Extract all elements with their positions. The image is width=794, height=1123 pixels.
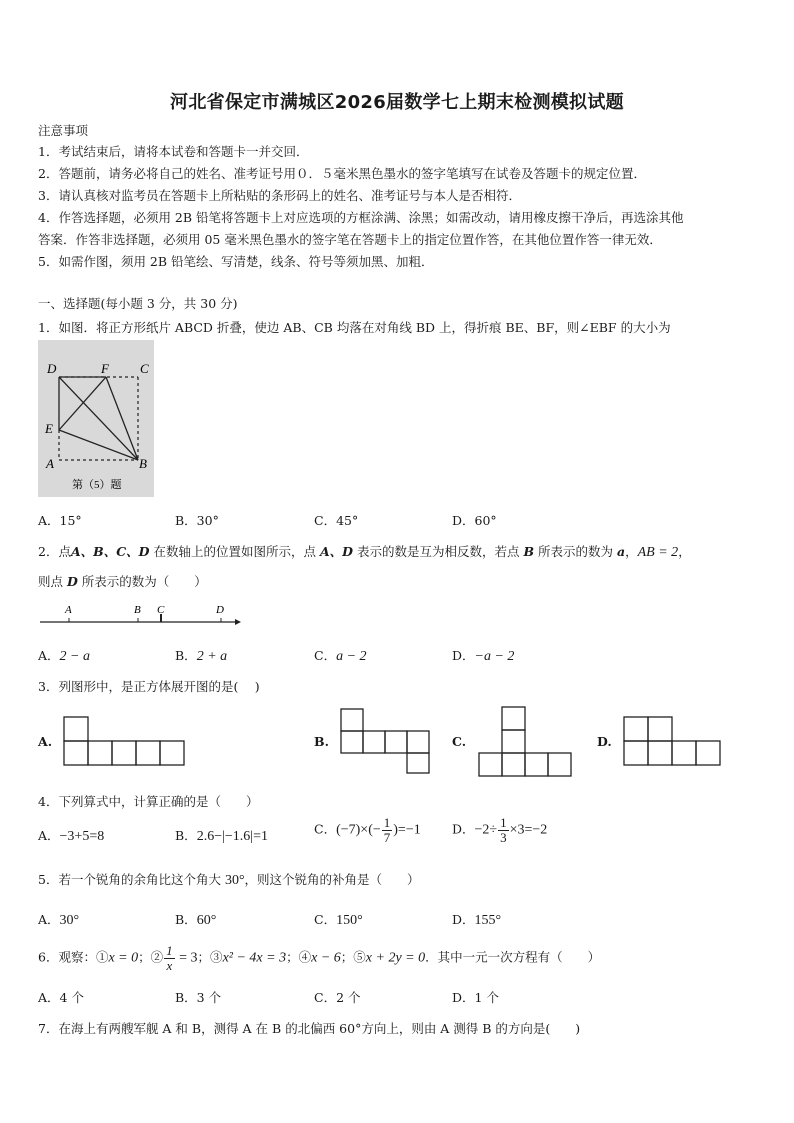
q3-option-c-label: C. <box>452 734 467 749</box>
q5-d-label: D． <box>452 912 475 927</box>
q2-option-b <box>175 646 227 665</box>
q2-option-d <box>452 646 514 665</box>
q3-option-d-label: D. <box>597 734 612 749</box>
q4-d-num: 1 <box>500 815 507 830</box>
q2-points-ad: A、D <box>319 544 354 559</box>
axis-label-b: B <box>134 604 141 616</box>
q4-a-expr: −3+5=8 <box>59 829 105 844</box>
q2-var-a: a <box>617 544 626 559</box>
q5-b-label: B． <box>175 912 197 927</box>
square-fold-diagram <box>38 340 154 497</box>
q6-eq-4: x − 6 <box>311 950 341 966</box>
q2-text-1: 在数轴上的位置如图所示，点 <box>149 544 320 559</box>
q4-d-label: D． <box>452 821 475 837</box>
question-2-line-2 <box>38 572 207 590</box>
q6-sep-1: ；② <box>138 949 164 965</box>
q2-a-expr: 2 − a <box>59 649 90 664</box>
q2-equation: AB = 2 <box>637 545 679 560</box>
q4-c-pre: (−7)×(− <box>336 822 381 838</box>
label-E: E <box>45 421 53 436</box>
q6-sep-4: ；⑤ <box>340 949 366 965</box>
q4-d-fraction <box>498 816 509 844</box>
q1-option-d: D．60° <box>452 513 497 528</box>
axis-label-c: C <box>157 604 165 616</box>
q2-text-2: 表示的数是互为相反数，若点 <box>353 544 524 559</box>
question-4-stem: 4．下列算式中，计算正确的是（ ） <box>38 794 259 809</box>
q2-comma-2: ， <box>678 544 691 559</box>
q4-c-post: )=−1 <box>393 822 421 838</box>
question-3-stem: 3．列图形中，是正方体展开图的是( ) <box>38 679 260 694</box>
q5-c-val: 150° <box>336 913 363 928</box>
label-D: D <box>47 361 57 376</box>
page-title: 河北省保定市满城区2026届数学七上期末检测模拟试题 <box>170 92 624 113</box>
q2-text-3: 所表示的数为 <box>534 544 617 559</box>
question-7-stem: 7．在海上有两艘军舰 A 和 B，测得 A 在 B 的北偏西 60°方向上，则由 A 测得 B 的方向是( ) <box>38 1021 581 1036</box>
q6-eq-5: x + 2y = 0 <box>365 950 426 966</box>
q2-comma: ， <box>625 544 638 559</box>
q5-text-2: ，则这个锐角的补角是（ ） <box>244 872 420 887</box>
q6-pre: 6．观察：① <box>38 949 109 965</box>
q2-points: A、B、C、D <box>70 544 150 559</box>
label-A: A <box>46 456 54 471</box>
q1-option-b: B．30° <box>175 513 219 528</box>
notice-item-4-cont: 答案．作答非选择题，必须用 05 毫米黑色墨水的签字笔在答题卡上的指定位置作答，在其他位置作答一律无效． <box>38 232 662 247</box>
q4-option-d <box>452 816 547 844</box>
q3-option-b-label: B. <box>314 734 329 749</box>
q2-point-b: B <box>523 544 535 559</box>
label-F: F <box>101 361 109 376</box>
q6-eq-1: x = 0 <box>108 950 139 966</box>
q1-option-c: C．45° <box>314 513 359 528</box>
q4-d-post: ×3=−2 <box>509 822 548 838</box>
q2-b-label: B． <box>175 648 197 663</box>
q2-option-c <box>314 646 367 665</box>
number-line <box>38 600 243 630</box>
q5-a-label: A． <box>38 912 60 927</box>
notice-item-3: 3．请认真核对监考员在答题卡上所粘贴的条形码上的姓名、准考证号与本人是否相符． <box>38 188 521 203</box>
net-a <box>63 716 188 766</box>
question-1-stem: 1．如图．将正方形纸片 ABCD 折叠，使边 AB、CB 均落在对角线 BD 上，得折痕 BE、BF，则∠EBF 的大小为 <box>38 320 671 335</box>
q6-option-d: D．1 个 <box>452 990 499 1005</box>
q6-eq-2: = 3 <box>175 950 198 966</box>
q5-d-val: 155° <box>474 913 502 928</box>
q6-option-a: A．4 个 <box>38 990 84 1005</box>
label-B: B <box>139 456 147 471</box>
number-line-svg <box>38 600 243 630</box>
q2-b-expr: 2 + a <box>196 649 228 664</box>
q5-option-c <box>314 910 363 929</box>
q2-d-expr: −a − 2 <box>474 649 515 664</box>
q2-text-4: 则点 <box>38 574 67 589</box>
q3-option-a-net <box>63 716 188 766</box>
q4-option-c <box>314 816 421 844</box>
q4-c-num: 1 <box>383 815 391 830</box>
section-heading: 一、选择题(每小题 3 分，共 30 分) <box>38 296 238 311</box>
q4-c-label: C． <box>314 821 337 837</box>
q2-num: 2．点 <box>38 544 71 559</box>
q6-frac-num: 1 <box>166 943 173 958</box>
q2-text-5: 所表示的数为（ ） <box>77 574 207 589</box>
q2-d-label: D． <box>452 648 475 663</box>
axis-label-d: D <box>216 604 224 616</box>
q4-c-fraction <box>382 816 393 844</box>
q4-option-a <box>38 826 104 845</box>
label-C: C <box>140 361 149 376</box>
notice-item-5: 5．如需作图，须用 2B 铅笔绘、写清楚，线条、符号等须加黑、加粗． <box>38 254 434 269</box>
q2-a-label: A． <box>38 648 60 663</box>
figure-caption: 第（5）题 <box>72 479 122 491</box>
q2-option-a <box>38 646 90 665</box>
question-2-stem <box>38 542 691 561</box>
question-1-figure <box>38 340 154 497</box>
question-6-stem <box>38 944 600 972</box>
q5-option-a <box>38 910 79 929</box>
q5-angle: 30° <box>224 873 245 888</box>
q4-b-label: B． <box>175 828 197 843</box>
q5-text-1: 5．若一个锐角的余角比这个角大 <box>38 872 225 887</box>
q3-option-d-net <box>623 716 725 766</box>
q4-option-b <box>175 826 268 845</box>
q2-c-label: C． <box>314 648 337 663</box>
q5-option-d <box>452 910 501 929</box>
q6-sep-3: ；④ <box>286 949 312 965</box>
q1-option-a: A．15° <box>38 513 82 528</box>
q6-post: ．其中一元一次方程有（ ） <box>425 949 601 965</box>
q6-fraction <box>164 944 175 972</box>
q6-option-c: C．2 个 <box>314 990 361 1005</box>
q4-a-label: A． <box>38 828 60 843</box>
axis-label-a: A <box>65 604 72 616</box>
notice-heading: 注意事项 <box>38 123 89 138</box>
notice-item-1: 1．考试结束后，请将本试卷和答题卡一并交回． <box>38 144 309 159</box>
q6-option-b: B．3 个 <box>175 990 222 1005</box>
q4-d-den: 3 <box>500 829 507 845</box>
q3-option-b-net <box>340 708 432 774</box>
q4-d-pre: −2÷ <box>474 822 498 838</box>
q2-point-d: D <box>66 574 78 589</box>
q4-c-den: 7 <box>383 829 391 845</box>
notice-item-4: 4．作答选择题，必须用 2B 铅笔将答题卡上对应选项的方框涂满、涂黑；如需改动，请用橡皮擦干净后，再选涂其他 <box>38 210 684 225</box>
q3-option-c-net <box>478 706 574 778</box>
net-c <box>478 706 574 778</box>
net-b <box>340 708 432 774</box>
q5-b-val: 60° <box>196 913 217 928</box>
q6-sep-2: ；③ <box>197 949 223 965</box>
net-d <box>623 716 725 766</box>
q6-frac-den: x <box>166 957 173 973</box>
q6-eq-3: x² − 4x = 3 <box>222 950 287 966</box>
q5-c-label: C． <box>314 912 337 927</box>
q5-a-val: 30° <box>59 913 80 928</box>
q4-b-expr: 2.6−|−1.6|=1 <box>196 829 268 844</box>
question-5-stem <box>38 870 420 889</box>
q5-option-b <box>175 910 216 929</box>
notice-item-2: 2．答题前，请务必将自己的姓名、准考证号用０．５毫米黑色墨水的签字笔填写在试卷及答题卡的规定位置． <box>38 166 646 181</box>
q2-c-expr: a − 2 <box>336 649 367 664</box>
q3-option-a-label: A. <box>38 734 53 749</box>
